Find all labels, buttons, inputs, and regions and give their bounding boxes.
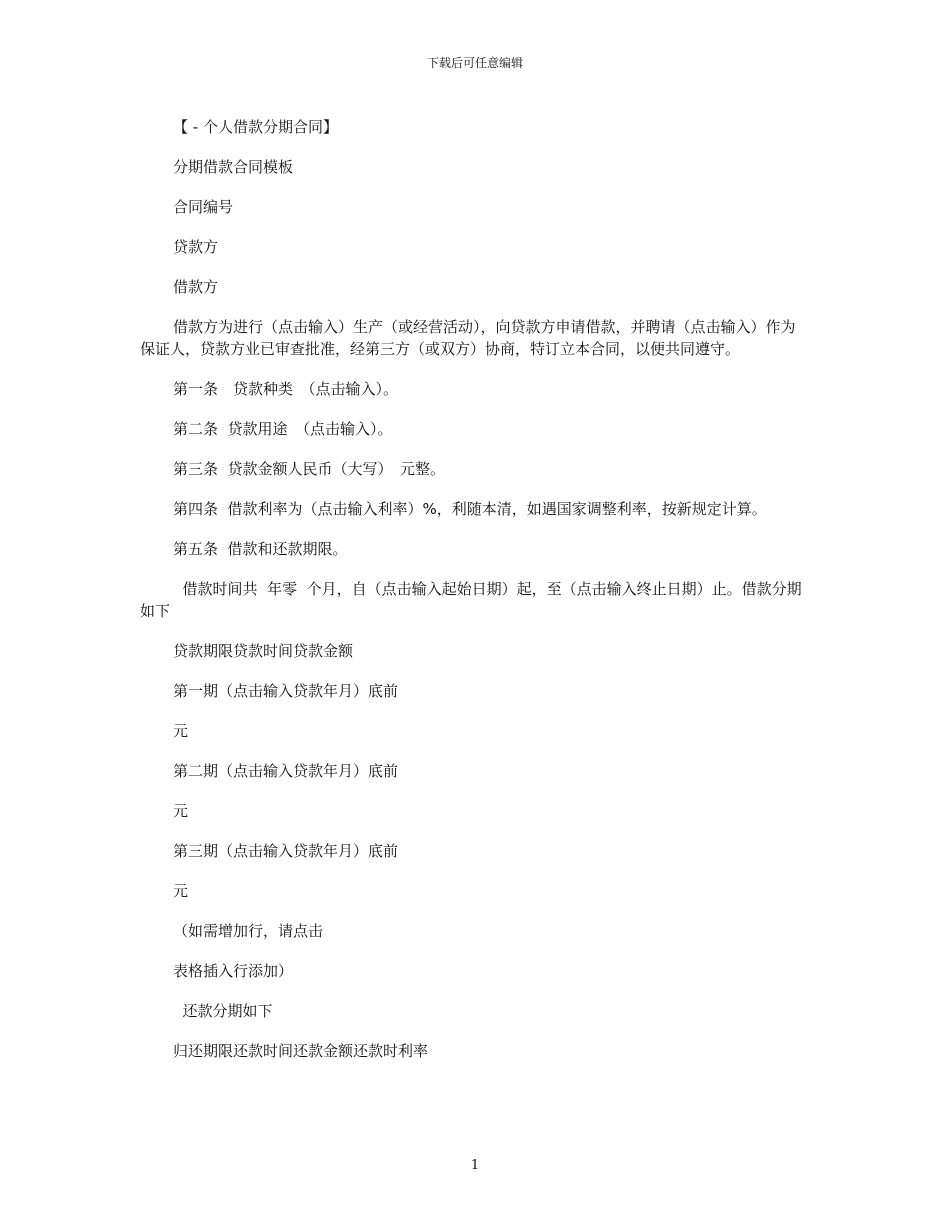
lender-label: 贷款方 — [173, 238, 219, 256]
loan-period-2: 第二期（点击输入贷款年月）底前 — [173, 762, 399, 780]
article-1: 第一条 贷款种类 （点击输入）。 — [173, 380, 399, 398]
add-row-note-1: （如需增加行，请点击 — [173, 922, 324, 940]
loan-period-2-amount: 元 — [173, 802, 189, 820]
contract-number-label: 合同编号 — [173, 198, 234, 216]
loan-period-1-amount: 元 — [173, 722, 189, 740]
page-number: 1 — [470, 1158, 480, 1173]
page-header: 下载后可任意编辑 — [426, 56, 523, 70]
article-4: 第四条 借款利率为（点击输入利率）%，利随本清，如遇国家调整利率，按新规定计算。 — [173, 500, 767, 518]
repayment-schedule-header: 归还期限还款时间还款金额还款时利率 — [173, 1042, 429, 1060]
borrower-label: 借款方 — [173, 278, 219, 296]
document-title: 【 - 个人借款分期合同】 — [173, 118, 338, 136]
document-subtitle: 分期借款合同模板 — [173, 158, 294, 176]
article-3: 第三条 贷款金额人民币（大写） 元整。 — [173, 460, 446, 478]
loan-period-1: 第一期（点击输入贷款年月）底前 — [173, 682, 399, 700]
loan-period-3: 第三期（点击输入贷款年月）底前 — [173, 842, 399, 860]
document-body — [140, 116, 810, 1080]
repayment-schedule-intro: 还款分期如下 — [173, 1002, 273, 1020]
loan-term-paragraph: 借款时间共 年零 个月，自（点击输入起始日期）起，至（点击输入终止日期）止。借款分期如下 — [140, 580, 802, 620]
article-2: 第二条 贷款用途 （点击输入）。 — [173, 420, 393, 438]
loan-schedule-header: 贷款期限贷款时间贷款金额 — [173, 642, 354, 660]
article-5: 第五条 借款和还款期限。 — [173, 540, 348, 558]
loan-period-3-amount: 元 — [173, 882, 189, 900]
preamble-paragraph: 借款方为进行（点击输入）生产（或经营活动），向贷款方申请借款，并聘请（点击输入）作为保证人，贷款方业已审查批准，经第三方（或双方）协商，特订立本合同，以便共同遵守。 — [140, 318, 796, 358]
add-row-note-2: 表格插入行添加） — [173, 962, 294, 980]
